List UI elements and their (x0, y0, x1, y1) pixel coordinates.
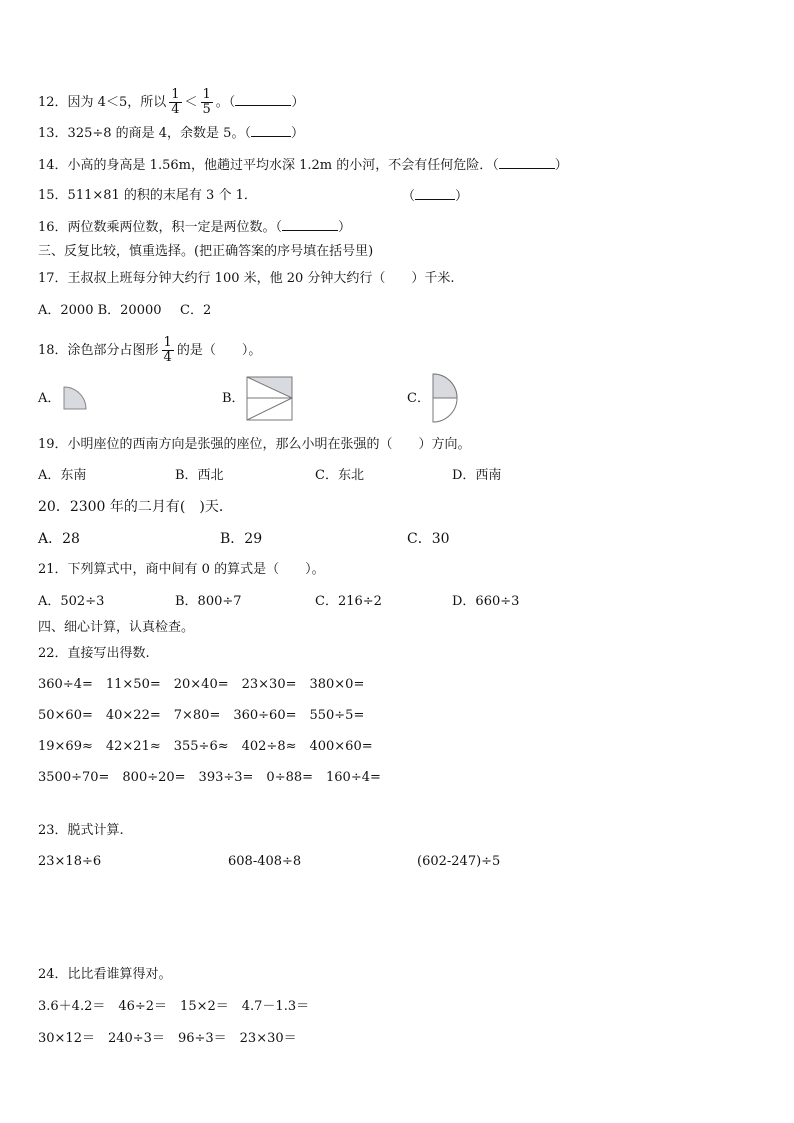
fraction-1-5: $\frac{1}{5}$ (202, 87, 211, 117)
calc-row: 30×12＝ 240÷3＝ 96÷3＝ 23×30＝ (38, 1031, 297, 1046)
question-21: 21．下列算式中，商中间有 0 的算式是（ ）。 (38, 562, 325, 577)
calc-row: 50×60= 40×22= 7×80= 360÷60= 550÷5= (38, 708, 365, 723)
question-22: 22．直接写出得数. (38, 646, 150, 661)
option-21-c[interactable]: C．216÷2 (315, 594, 382, 609)
question-18: 18．涂色部分占图形 $\frac{1}{4}$ 的是（ ）。 (38, 335, 262, 365)
question-15: 15．511×81 的积的末尾有 3 个 1． (38, 188, 257, 203)
quarter-circle-figure (62, 385, 90, 411)
answer-blank[interactable] (415, 187, 455, 200)
question-17: 17．王叔叔上班每分钟大约行 100 米，他 20 分钟大约行（ ）千米. (38, 271, 455, 286)
fraction-1-4: $\frac{1}{4}$ (163, 335, 172, 365)
option-19-b[interactable]: B．西北 (175, 468, 224, 483)
calc-item: 608-408÷8 (228, 854, 302, 869)
option-17-c[interactable]: C．2 (180, 303, 212, 318)
option-18-b-label[interactable]: B． (222, 391, 245, 406)
calc-row: 360÷4= 11×50= 20×40= 23×30= 380×0= (38, 677, 365, 692)
calc-item: 23×18÷6 (38, 854, 102, 869)
question-13: 13．325÷8 的商是 4，余数是 5。（ ） (38, 126, 304, 141)
option-21-d[interactable]: D．660÷3 (452, 594, 520, 609)
question-16: 16．两位数乘两位数，积一定是两位数。（ ） (38, 220, 352, 235)
option-20-a[interactable]: A．28 (38, 531, 80, 547)
answer-blank[interactable] (499, 156, 555, 169)
question-14: 14．小高的身高是 1.56m，他趟过平均水深 1.2m 的小河，不会有任何危险．（ ） (38, 158, 568, 173)
question-12: 12．因为 4＜5，所以 $\frac{1}{4}$ ＜ $\frac{1}{5}$ 。（ ） (38, 87, 305, 117)
fraction-1-4: $\frac{1}{4}$ (171, 87, 180, 117)
calc-row: 3.6＋4.2＝ 46÷2＝ 15×2＝ 4.7－1.3＝ (38, 999, 310, 1014)
option-20-c[interactable]: C．30 (407, 531, 450, 547)
option-19-c[interactable]: C．东北 (315, 468, 364, 483)
question-24: 24．比比看谁算得对。 (38, 967, 172, 982)
option-18-a-label[interactable]: A． (38, 391, 61, 406)
option-21-a[interactable]: A．502÷3 (38, 594, 105, 609)
question-23: 23．脱式计算. (38, 823, 124, 838)
divided-square-figure (246, 376, 294, 422)
answer-blank[interactable] (251, 124, 291, 137)
calc-item: (602-247)÷5 (417, 854, 501, 869)
section-3-heading: 三、反复比较，慎重选择。(把正确答案的序号填在括号里) (38, 244, 374, 259)
option-21-b[interactable]: B．800÷7 (175, 594, 242, 609)
option-19-a[interactable]: A．东南 (38, 468, 87, 483)
answer-blank[interactable] (235, 93, 291, 106)
question-20: 20．2300 年的二月有( )天． (38, 499, 233, 515)
less-than: ＜ (184, 95, 198, 110)
section-4-heading: 四、细心计算，认真检查。 (38, 620, 195, 635)
option-17-ab[interactable]: A．2000 B．20000 (38, 303, 162, 318)
question-19: 19．小明座位的西南方向是张强的座位，那么小明在张强的（ ）方向。 (38, 437, 471, 452)
answer-blank[interactable] (282, 218, 338, 231)
option-20-b[interactable]: B．29 (220, 531, 263, 547)
q12-text: 12．因为 4＜5，所以 (38, 95, 167, 110)
semicircle-figure (431, 372, 461, 424)
calc-row: 19×69≈ 42×21≈ 355÷6≈ 402÷8≈ 400×60= (38, 739, 373, 754)
option-18-c-label[interactable]: C． (407, 391, 430, 406)
calc-row: 3500÷70= 800÷20= 393÷3= 0÷88= 160÷4= (38, 770, 381, 785)
option-19-d[interactable]: D．西南 (452, 468, 502, 483)
question-15-blank: （ ） (402, 189, 469, 204)
